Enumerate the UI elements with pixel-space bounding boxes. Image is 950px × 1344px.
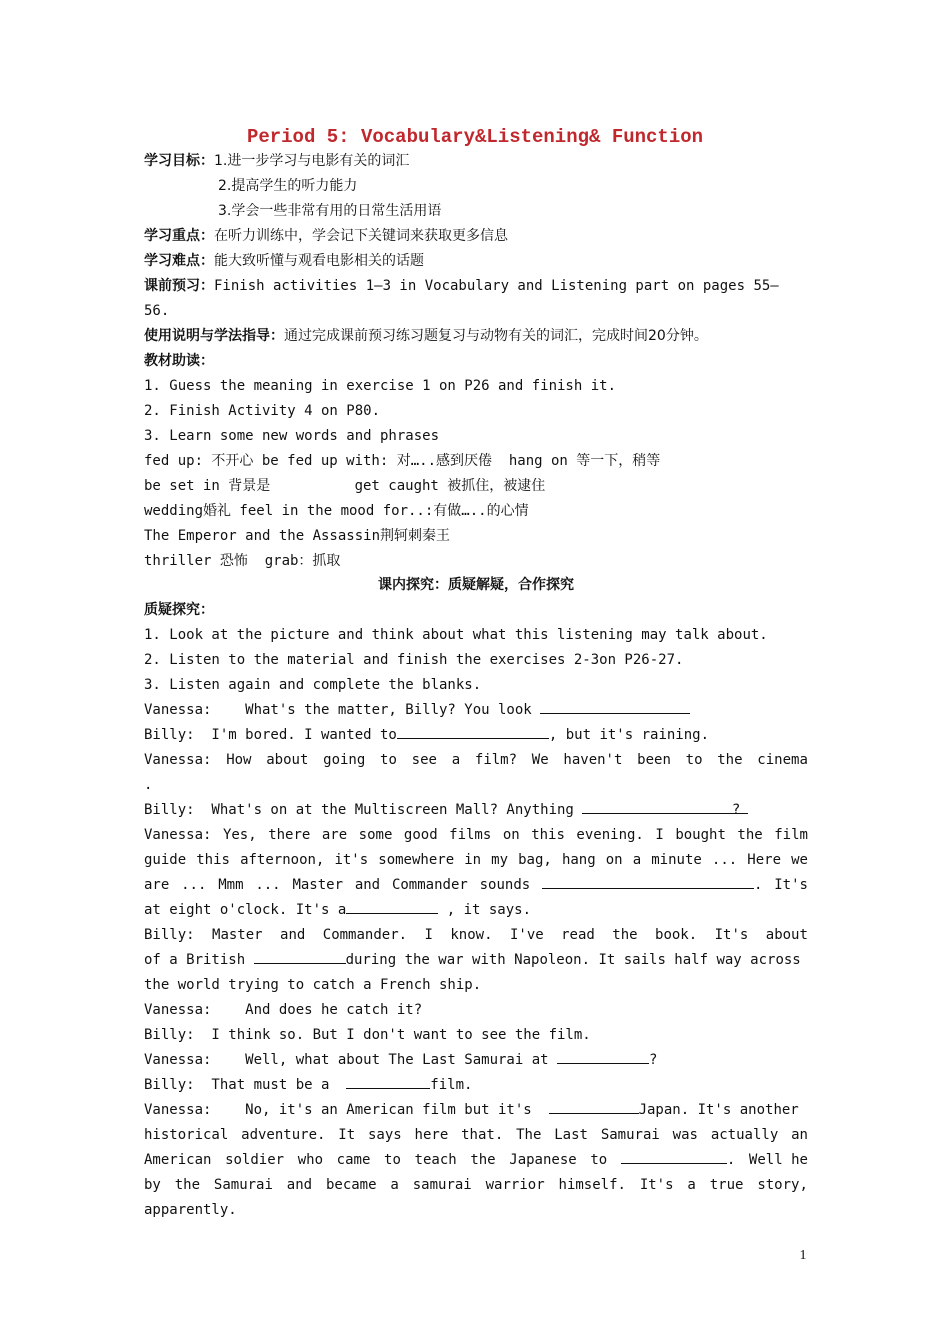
dialogue-text: , it says. <box>438 902 532 918</box>
dialogue-text: Vanessa: What's the matter, Billy? You look <box>144 702 541 718</box>
dialogue-text: Billy: I'm bored. I wanted to <box>144 727 397 743</box>
dialogue-word: to <box>384 1152 401 1168</box>
dialogue-word: The <box>516 1127 542 1143</box>
dialogue-word: films <box>449 827 492 843</box>
dialogue-word: cinema <box>757 752 808 768</box>
dialogue-text: , but it's raining. <box>548 727 710 743</box>
inquiry-label: 质疑探究： <box>144 602 214 618</box>
dialogue-word: about <box>765 927 808 943</box>
dialogue-word: this <box>531 827 565 843</box>
dialogue-word: know. <box>450 927 493 943</box>
dialogue-word: in <box>464 852 482 868</box>
dialogue-text: Billy: That must be a <box>144 1077 347 1093</box>
dialogue-line-19 <box>144 1149 808 1171</box>
preview-label: 课前预习： <box>144 278 214 294</box>
preview-row <box>144 275 808 297</box>
dialogue-line-8 <box>144 874 808 896</box>
dialogue-word: evening. <box>576 827 644 843</box>
dialogue-text: film. <box>430 1077 473 1093</box>
dialogue-text: Japan. It's another <box>638 1102 799 1118</box>
dialogue-word: we <box>791 852 808 868</box>
dialogue-word: It <box>338 1127 356 1143</box>
answer-blank[interactable] <box>254 949 346 964</box>
question-mark: ? <box>731 802 741 818</box>
dialogue-word: to <box>380 752 397 768</box>
dialogue-word: and <box>280 927 306 943</box>
dialogue-line-4: . <box>144 777 153 793</box>
dialogue-text: Billy: What's on at the Multiscreen Mall? Anything <box>144 802 583 818</box>
objective-2: 2.提高学生的听力能力 <box>218 178 358 194</box>
dialogue-word: came <box>336 1152 371 1168</box>
dialogue-word: the <box>717 752 743 768</box>
dialogue-word: How <box>226 752 252 768</box>
dialogue-line-15 <box>144 1049 808 1071</box>
dialogue-word: It's <box>639 1177 674 1193</box>
dialogue-word: and <box>354 877 381 893</box>
dialogue-word: Japanese <box>509 1152 577 1168</box>
dialogue-line-21: apparently. <box>144 1202 237 1218</box>
dialogue-word: minute <box>651 852 702 868</box>
dialogue-word: actually <box>710 1127 779 1143</box>
key-point-text: 在听力训练中，学会记下关键词来获取更多信息 <box>214 228 508 244</box>
dialogue-text: Vanessa: Well, what about The Last Samurai at <box>144 1052 558 1068</box>
dialogue-line-12: the world trying to catch a French ship. <box>144 977 482 993</box>
dialogue-word: some <box>358 827 393 843</box>
dialogue-word: the <box>612 927 638 943</box>
dialogue-word: a <box>390 1177 399 1193</box>
dialogue-word: became <box>325 1177 377 1193</box>
dialogue-word: samurai <box>412 1177 472 1193</box>
answer-blank[interactable] <box>397 724 549 739</box>
dialogue-word: are <box>321 827 348 843</box>
dialogue-word: guide <box>144 852 187 868</box>
dialogue-word: the <box>470 1152 496 1168</box>
objectives-label: 学习目标： <box>144 153 214 169</box>
dialogue-word: Here <box>747 852 782 868</box>
dialogue-line-6 <box>144 824 808 846</box>
dialogue-word: It's <box>714 927 749 943</box>
dialogue-word: teach <box>414 1152 457 1168</box>
textbook-item-1: 1. Guess the meaning in exercise 1 on P26 and finish it. <box>144 378 617 394</box>
dialogue-word: was <box>672 1127 698 1143</box>
answer-blank[interactable] <box>540 699 690 714</box>
dialogue-word: Vanessa: <box>144 752 212 768</box>
dialogue-word: there <box>268 827 311 843</box>
dialogue-word: soldier <box>225 1152 285 1168</box>
vocab-line-2: be set in 背景是 get caught 被抓住，被逮住 <box>144 478 546 494</box>
key-point-label: 学习重点： <box>144 228 214 244</box>
dialogue-word: going <box>323 752 366 768</box>
dialogue-word: who <box>297 1152 324 1168</box>
dialogue-word: been <box>637 752 671 768</box>
dialogue-line-16 <box>144 1074 808 1096</box>
dialogue-text: Well he <box>748 1152 808 1168</box>
dialogue-text: at eight o'clock. It's a <box>144 902 347 918</box>
dialogue-word: Master <box>292 877 344 893</box>
dialogue-word: ... <box>181 877 207 893</box>
preview-continued: 56. <box>144 303 170 319</box>
answer-blank[interactable] <box>346 1074 430 1089</box>
answer-blank[interactable] <box>582 799 748 818</box>
dialogue-line-13: Vanessa: And does he catch it? <box>144 1002 423 1018</box>
dialogue-word: the <box>174 1177 201 1193</box>
dialogue-word: Vanessa: <box>144 827 212 843</box>
dialogue-word: Commander. <box>322 927 408 943</box>
difficulty-text: 能大致听懂与观看电影相关的话题 <box>214 253 424 269</box>
dialogue-word: Yes, <box>222 827 257 843</box>
dialogue-line-10 <box>144 924 808 946</box>
dialogue-line-17 <box>144 1099 808 1121</box>
dialogue-word: good <box>403 827 438 843</box>
dialogue-word: haven't <box>563 752 623 768</box>
dialogue-word: Samurai <box>213 1177 273 1193</box>
dialogue-word: Billy: <box>144 927 195 943</box>
preview-text: Finish activities 1—3 in Vocabulary and Listening part on pages 55— <box>214 278 779 294</box>
dialogue-line-9 <box>144 899 808 921</box>
dialogue-line-20 <box>144 1174 808 1196</box>
answer-blank[interactable] <box>621 1149 727 1164</box>
dialogue-word: a <box>687 1177 696 1193</box>
dialogue-word: story, <box>757 1177 808 1193</box>
objective-3: 3.学会一些非常有用的日常生活用语 <box>218 203 442 219</box>
dialogue-word: here <box>414 1127 449 1143</box>
dialogue-word: somewhere <box>378 852 455 868</box>
dialogue-text: during the war with Napoleon. It sails half way across <box>345 952 801 968</box>
dialogue-text: . <box>754 877 763 893</box>
textbook-label: 教材助读： <box>144 353 214 369</box>
dialogue-word: I <box>655 827 664 843</box>
dialogue-word: a <box>632 852 642 868</box>
dialogue-word: bag, <box>518 852 552 868</box>
dialogue-line-18 <box>144 1124 808 1146</box>
answer-blank[interactable] <box>557 1049 649 1064</box>
objectives-row-1 <box>144 150 808 172</box>
dialogue-word: it's <box>334 852 369 868</box>
dialogue-word: a <box>451 752 461 768</box>
inquiry-item-1: 1. Look at the picture and think about what this listening may talk about. <box>144 627 768 643</box>
dialogue-word: film? <box>474 752 518 768</box>
dialogue-word: an <box>791 1127 808 1143</box>
vocab-line-4: The Emperor and the Assassin荆轲刺秦王 <box>144 528 451 544</box>
dialogue-word: read <box>561 927 595 943</box>
vocab-line-5: thriller 恐怖 grab：抓取 <box>144 553 341 569</box>
answer-blank[interactable] <box>542 874 754 889</box>
dialogue-word: to <box>590 1152 608 1168</box>
instructions-text: 通过完成课前预习练习题复习与动物有关的词汇，完成时间20分钟。 <box>284 328 708 344</box>
dialogue-line-3 <box>144 749 808 771</box>
dialogue-word: to <box>685 752 703 768</box>
dialogue-word: the <box>737 827 763 843</box>
dialogue-word: by <box>144 1177 161 1193</box>
dialogue-word: this <box>196 852 230 868</box>
dialogue-line-14: Billy: I think so. But I don't want to see the film. <box>144 1027 591 1043</box>
in-class-heading: 课内探究：质疑解疑，合作探究 <box>378 577 574 593</box>
dialogue-word: book. <box>655 927 698 943</box>
dialogue-word: that. <box>461 1127 504 1143</box>
dialogue-word: hang <box>561 852 596 868</box>
dialogue-word: film <box>774 827 808 843</box>
dialogue-word: says <box>367 1127 402 1143</box>
dialogue-word: my <box>491 852 509 868</box>
vocab-line-3: wedding婚礼 feel in the mood for..:有做…..的心情 <box>144 503 529 519</box>
difficulty-row <box>144 250 808 272</box>
dialogue-word: adventure. <box>241 1127 326 1143</box>
dialogue-word: afternoon, <box>240 852 325 868</box>
textbook-item-3: 3. Learn some new words and phrases <box>144 428 440 444</box>
inquiry-item-2: 2. Listen to the material and finish the exercises 2-3on P26-27. <box>144 652 684 668</box>
dialogue-word: Master <box>212 927 263 943</box>
dialogue-line-1 <box>144 699 808 721</box>
dialogue-line-11 <box>144 949 808 971</box>
inquiry-item-3: 3. Listen again and complete the blanks. <box>144 677 482 693</box>
instructions-label: 使用说明与学法指导： <box>144 328 284 344</box>
dialogue-word: on <box>502 827 520 843</box>
dialogue-word: Commander <box>391 877 468 893</box>
dialogue-word: Last <box>554 1127 588 1143</box>
answer-blank[interactable] <box>549 1099 639 1114</box>
dialogue-line-2 <box>144 724 808 746</box>
dialogue-line-7 <box>144 849 808 871</box>
dialogue-word: on <box>605 852 623 868</box>
page-number: 1 <box>799 1248 807 1263</box>
answer-blank[interactable] <box>346 899 438 914</box>
dialogue-word: Samurai <box>600 1127 660 1143</box>
dialogue-word: himself. <box>558 1177 626 1193</box>
key-point-row <box>144 225 808 247</box>
dialogue-word: We <box>531 752 549 768</box>
dialogue-word: American <box>144 1152 212 1168</box>
dialogue-word: sounds <box>479 877 531 893</box>
dialogue-word: about <box>266 752 309 768</box>
difficulty-label: 学习难点： <box>144 253 214 269</box>
dialogue-word: true <box>709 1177 744 1193</box>
dialogue-line-5 <box>144 799 808 821</box>
objective-1: 1.进一步学习与电影有关的词汇 <box>214 153 410 169</box>
dialogue-word: historical <box>144 1127 229 1143</box>
blank-group <box>621 1149 735 1171</box>
page-title: Period 5: Vocabulary&Listening& Function <box>246 126 704 148</box>
blank-group <box>542 874 762 896</box>
dialogue-text: . <box>726 1152 736 1168</box>
dialogue-word: and <box>286 1177 313 1193</box>
dialogue-word: Mmm <box>218 877 244 893</box>
dialogue-word: ... <box>255 877 281 893</box>
dialogue-word: are <box>144 877 170 893</box>
dialogue-text: Vanessa: No, it's an American film but it's <box>144 1102 549 1118</box>
textbook-item-2: 2. Finish Activity 4 on P80. <box>144 403 381 419</box>
dialogue-text: ? <box>649 1052 658 1068</box>
dialogue-text: of a British <box>144 952 254 968</box>
dialogue-word: I <box>424 927 433 943</box>
dialogue-word: bought <box>675 827 726 843</box>
dialogue-word: warrior <box>485 1177 545 1193</box>
dialogue-word: ... <box>711 852 738 868</box>
dialogue-word: I've <box>509 927 544 943</box>
vocab-line-1: fed up: 不开心 be fed up with: 对…..感到厌倦 hang on 等一下，稍等 <box>144 453 661 469</box>
dialogue-word: see <box>411 752 437 768</box>
dialogue-word: It's <box>774 877 808 893</box>
instructions-row <box>144 325 808 347</box>
